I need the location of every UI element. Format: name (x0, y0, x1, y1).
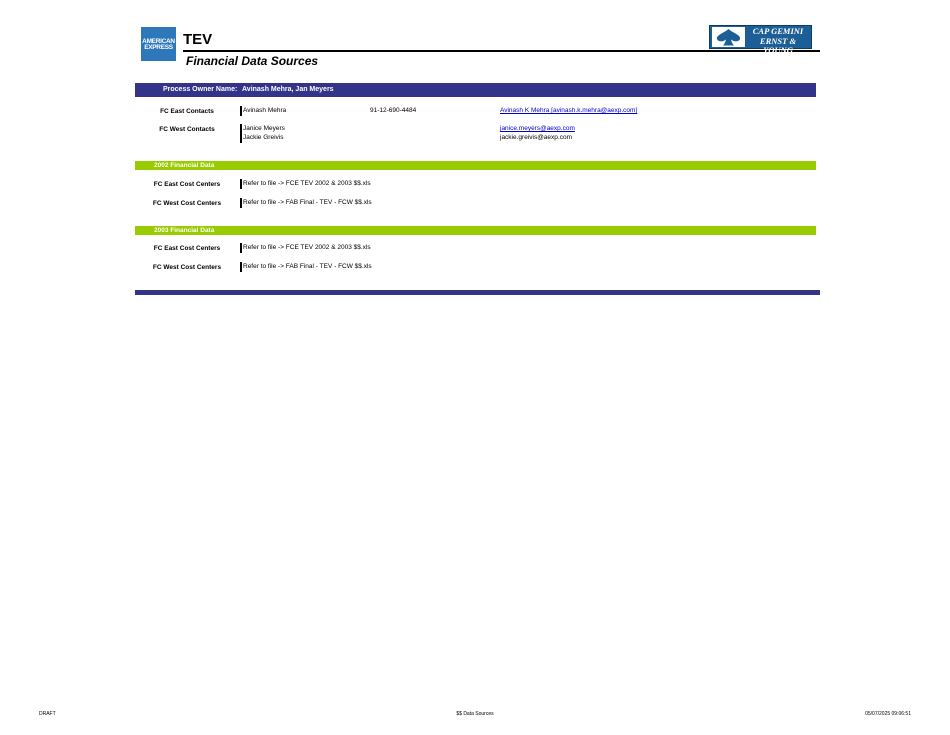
section-title: 2003 Financial Data (154, 227, 215, 234)
footer-timestamp: 05/07/2025 09:06:51 (865, 711, 911, 717)
fc-west-cost-centers-label: FC West Cost Centers (152, 200, 222, 207)
cgey-logo-line2: ERNST & YOUNG (759, 36, 797, 55)
footer-draft: DRAFT (39, 711, 56, 717)
process-owner-label: Process Owner Name: (163, 86, 238, 93)
contact-name: Avinash Mehra (243, 107, 287, 114)
file-reference: Refer to file -> FCE TEV 2002 & 2003 $$.xls (243, 180, 371, 187)
row-marker (240, 106, 242, 116)
file-reference: Refer to file -> FAB Final - TEV - FCW $$.xls (243, 199, 372, 206)
contact-email-link[interactable]: Avinash K Mehra [avinash.k.mehra@aexp.com] (500, 107, 638, 114)
file-reference: Refer to file -> FAB Final - TEV - FCW $$.xls (243, 263, 372, 270)
contact-email-link[interactable]: janice.meyers@aexp.com (500, 125, 575, 132)
amex-logo-line1: AMERICAN (142, 38, 175, 45)
fc-east-cost-centers-label: FC East Cost Centers (153, 245, 221, 252)
cap-gemini-ernst-young-logo (709, 25, 812, 55)
process-owner-bar (135, 83, 816, 97)
row-marker (240, 198, 242, 208)
contact-phone: 91-12-690-4484 (370, 107, 417, 114)
row-marker (240, 243, 242, 253)
section-bar-2003 (135, 226, 816, 235)
page-subtitle: Financial Data Sources (186, 54, 319, 68)
fc-east-contacts-label: FC East Contacts (160, 108, 214, 115)
fc-east-cost-centers-label: FC East Cost Centers (153, 181, 221, 188)
row-marker (240, 124, 242, 143)
amex-logo-line2: EXPRESS (144, 44, 173, 51)
header-divider (183, 50, 820, 52)
contact-name: Jackie Greivis (243, 134, 284, 141)
american-express-logo (141, 27, 176, 61)
page-title: TEV (183, 31, 213, 48)
cgey-logo-line1: CAP GEMINI (752, 26, 804, 36)
footer-divider-bar (135, 290, 820, 295)
row-marker (240, 262, 242, 272)
fc-west-cost-centers-label: FC West Cost Centers (152, 264, 222, 271)
footer-sheet-name: $$ Data Sources (456, 711, 494, 717)
row-marker (240, 179, 242, 189)
spade-icon (712, 27, 745, 47)
contact-name: Janice Meyers (243, 125, 285, 132)
contact-email: jackie.greivis@aexp.com (500, 134, 572, 141)
process-owner-value: Avinash Mehra, Jan Meyers (242, 86, 334, 93)
section-title: 2002 Financial Data (154, 162, 215, 169)
file-reference: Refer to file -> FCE TEV 2002 & 2003 $$.xls (243, 244, 371, 251)
section-bar-2002 (135, 161, 816, 170)
fc-west-contacts-label: FC West Contacts (159, 126, 215, 133)
